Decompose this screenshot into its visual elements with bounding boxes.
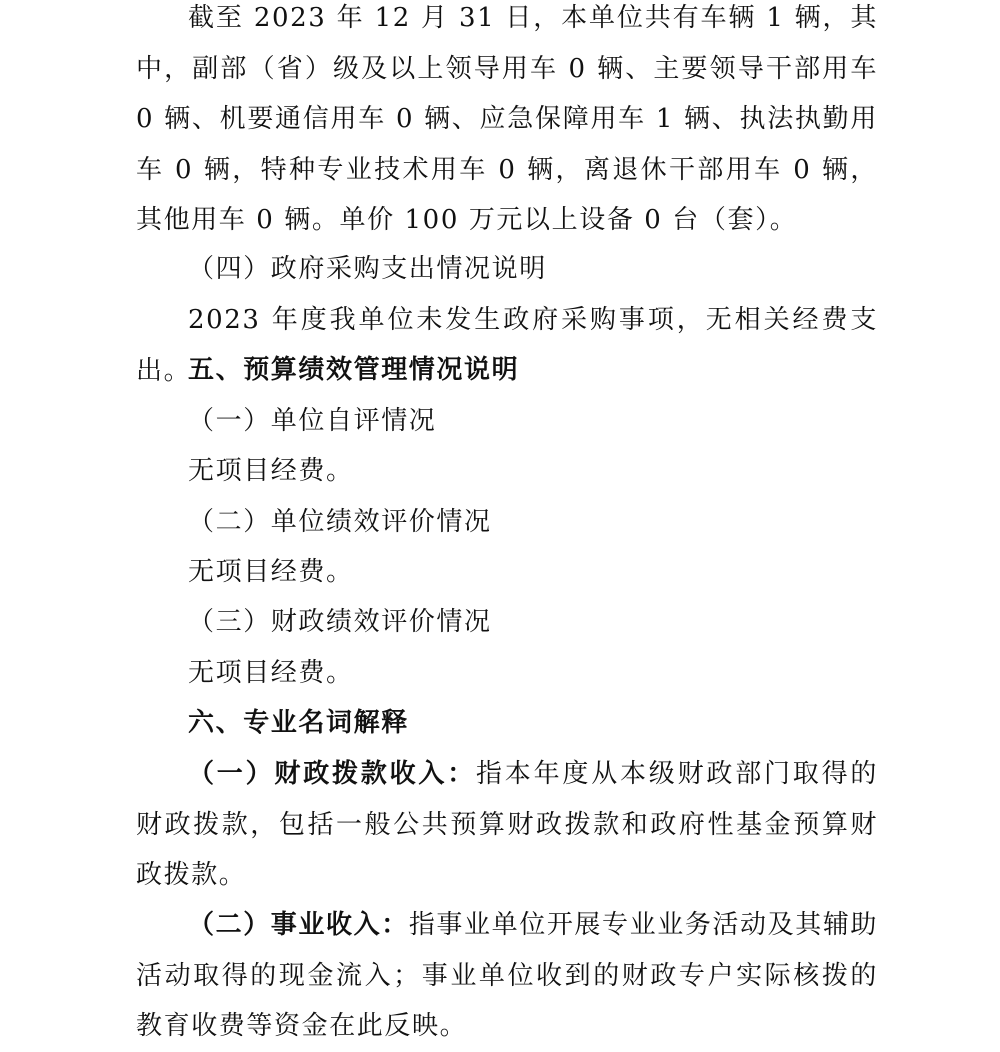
term-1-body: 指本年度从本级财政部门取得的财政拨款，包括一般公共预算财政拨款和政府性基金预算财政拨款。 bbox=[136, 759, 878, 890]
section-5-1-body: 无项目经费。 bbox=[188, 456, 354, 486]
section-4-4-body: 2023 年度我单位未发生政府采购事项，无相关经费支出。 bbox=[136, 305, 878, 386]
section-4-4-title: （四）政府采购支出情况说明 bbox=[188, 254, 547, 284]
section-5-1-title: （一）单位自评情况 bbox=[188, 406, 437, 436]
term-1-paragraph bbox=[136, 749, 878, 901]
term-2-lead: （二）事业收入： bbox=[188, 910, 409, 940]
term-2-body: 指事业单位开展专业业务活动及其辅助活动取得的现金流入；事业单位收到的财政专户实际核拨的教育收费等资金在此反映。 bbox=[136, 910, 879, 1041]
section-5-3-body: 无项目经费。 bbox=[188, 658, 354, 688]
vehicle-paragraph: 截至 2023 年 12 月 31 日，本单位共有车辆 1 辆，其中，副部（省）级及以上领导用车 0 辆、主要领导干部用车 0 辆、机要通信用车 0 辆、应急保障用车 1 辆、执法执勤用车 0 辆，特种专业技术用车 0 辆，离退休干部用车 0 辆，其他用车 0 辆。单价 100 万元以上设备 0 台（套）。 bbox=[136, 3, 878, 235]
section-5-2-body: 无项目经费。 bbox=[188, 557, 354, 587]
section-5-2-title: （二）单位绩效评价情况 bbox=[188, 507, 492, 537]
section-5-3-title: （三）财政绩效评价情况 bbox=[188, 607, 492, 637]
term-2-paragraph bbox=[136, 900, 878, 1052]
section-6-title: 六、专业名词解释 bbox=[188, 708, 409, 738]
section-5-title: 五、预算绩效管理情况说明 bbox=[188, 355, 520, 385]
term-1-lead: （一）财政拨款收入： bbox=[188, 759, 476, 789]
